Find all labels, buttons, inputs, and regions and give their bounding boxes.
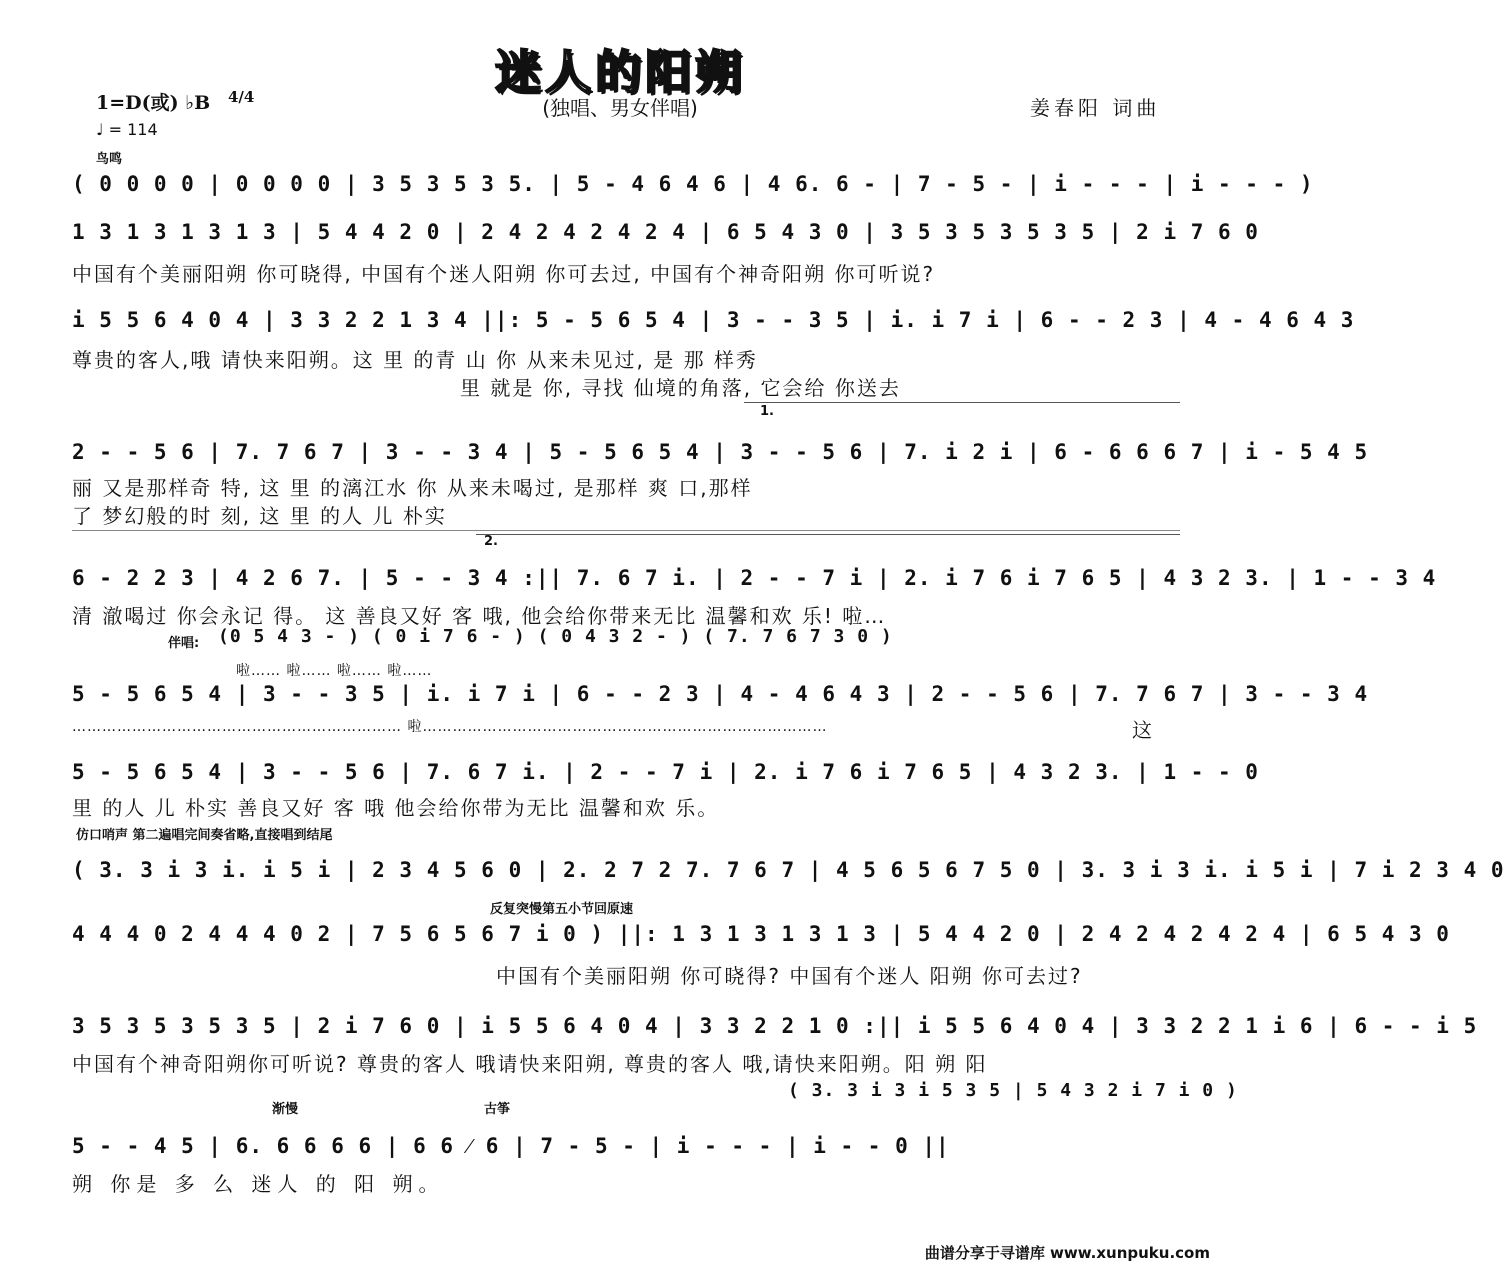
- lyric-line-6-end: 这: [1132, 718, 1154, 742]
- score-line-9: 4 4 4 0 2 4 4 4 0 2 | 7 5 6 5 6 7 i 0 ) ||: 1 3 1 3 1 3 1 3 | 5 4 4 2 0 | 2 4 2 4 2 4 2 4 | 6 5 4 3 0: [72, 922, 1450, 946]
- dots-line-6: ………………………………………………………… 啦………………………………………………………………………: [72, 719, 828, 735]
- time-signature: 4/4: [228, 88, 255, 106]
- volta-2-bracket: [476, 534, 1180, 535]
- lyric-line-2: 中国有个美丽阳朔 你可晓得, 中国有个迷人阳朔 你可去过, 中国有个神奇阳朔 你可听说?: [72, 262, 936, 286]
- duet-mark: 伴唱:: [168, 636, 200, 651]
- volta-1-bracket: [744, 402, 1180, 403]
- la-marks-line-6: 啦…… 啦…… 啦…… 啦……: [236, 663, 433, 679]
- guzheng-mark: 古筝: [484, 1102, 511, 1117]
- score-line-10: 3 5 3 5 3 5 3 5 | 2 i 7 6 0 | i 5 5 6 4 0 4 | 3 3 2 2 1 0 :|| i 5 5 6 4 0 4 | 3 3 2 2 1 i 6 | 6 - - i 5: [72, 1014, 1478, 1038]
- score-line-2: 1 3 1 3 1 3 1 3 | 5 4 4 2 0 | 2 4 2 4 2 4 2 4 | 6 5 4 3 0 | 3 5 3 5 3 5 3 5 | 2 i 7 6 0: [72, 220, 1259, 244]
- source-footer: 曲谱分享于寻谱库 www.xunpuku.com: [924, 1244, 1210, 1262]
- lyric-line-3a: 尊贵的客人,哦 请快来阳朔。这 里 的青 山 你 从来未见过, 是 那 样秀: [72, 348, 758, 372]
- volta-2-mark: 2.: [484, 534, 498, 549]
- bird-call-mark: 鸟鸣: [96, 152, 123, 167]
- score-line-8: ( 3. 3 i 3 i. i 5 i | 2 3 4 5 6 0 | 2. 2 7 2 7. 7 6 7 | 4 5 6 5 6 7 5 0 | 3. 3 i 3 i. i 5 i | 7 i 2 3 4 0: [72, 858, 1505, 882]
- song-subtitle: (独唱、男女伴唱): [542, 96, 698, 120]
- score-line-11: 5 - - 4 5 | 6. 6 6 6 6 | 6 6 ⁄ 6 | 7 - 5 - | i - - - | i - - 0 ||: [72, 1134, 950, 1158]
- ritardando-mark: 渐慢: [272, 1102, 299, 1117]
- score-line-7: 5 - 5 6 5 4 | 3 - - 5 6 | 7. 6 7 i. | 2 - - 7 i | 2. i 7 6 i 7 6 5 | 4 3 2 3. | 1 - - 0: [72, 760, 1259, 784]
- lyric-line-7: 里 的人 儿 朴实 善良又好 客 哦 他会给你带为无比 温馨和欢 乐。: [72, 796, 720, 820]
- lyric-line-3b: 里 就是 你, 寻找 仙境的角落, 它会给 你送去: [460, 376, 901, 400]
- composer: 姜春阳 词曲: [1030, 96, 1161, 120]
- lyric-line-10: 中国有个神奇阳朔你可听说? 尊贵的客人 哦请快来阳朔, 尊贵的客人 哦,请快来阳朔。阳 朔 阳: [72, 1052, 988, 1076]
- section-divider: [72, 530, 1180, 531]
- volta-1-mark: 1.: [760, 404, 774, 419]
- key-signature: 1=D(或) ♭B: [96, 92, 211, 114]
- harmony-line-5: (0 5 4 3 - ) ( 0 i 7 6 - ) ( 0 4 3 2 - ) ( 7. 7 6 7 3 0 ): [218, 626, 893, 647]
- tempo-mark: ♩ = 114: [96, 120, 158, 139]
- lyric-line-5: 清 澈喝过 你会永记 得。 这 善良又好 客 哦, 他会给你带来无比 温馨和欢 乐! 啦…: [72, 604, 887, 628]
- interlude-mark: 仿口哨声 第二遍唱完间奏省略,直接唱到结尾: [76, 828, 333, 843]
- lyric-line-9: 中国有个美丽阳朔 你可晓得? 中国有个迷人 阳朔 你可去过?: [496, 964, 1083, 988]
- score-line-5: 6 - 2 2 3 | 4 2 6 7. | 5 - - 3 4 :|| 7. 6 7 i. | 2 - - 7 i | 2. i 7 6 i 7 6 5 | 4 3 2 3. | 1 - - 3 4: [72, 566, 1437, 590]
- lyric-line-4a: 丽 又是那样奇 特, 这 里 的漓江水 你 从来未喝过, 是那样 爽 口,那样: [72, 476, 753, 500]
- song-title: 迷人的阳朔: [495, 45, 745, 99]
- harmony-line-10: ( 3. 3 i 3 i 5 3 5 | 5 4 3 2 i 7 i 0 ): [788, 1080, 1238, 1101]
- score-line-4: 2 - - 5 6 | 7. 7 6 7 | 3 - - 3 4 | 5 - 5 6 5 4 | 3 - - 5 6 | 7. i 2 i | 6 - 6 6 6 7 | i - 5 4 5: [72, 440, 1369, 464]
- score-line-1: ( 0 0 0 0 | 0 0 0 0 | 3 5 3 5 3 5. | 5 - 4 6 4 6 | 4 6. 6 - | 7 - 5 - | i - - - | i - - - ): [72, 172, 1314, 196]
- repeat-slow-mark: 反复突慢第五小节回原速: [490, 902, 634, 917]
- lyric-line-11: 朔 你是 多 么 迷人 的 阳 朔。: [72, 1172, 445, 1196]
- score-line-3: i 5 5 6 4 0 4 | 3 3 2 2 1 3 4 ||: 5 - 5 6 5 4 | 3 - - 3 5 | i. i 7 i | 6 - - 2 3 | 4 - 4 6 4 3: [72, 308, 1355, 332]
- lyric-line-4b: 了 梦幻般的时 刻, 这 里 的人 儿 朴实: [72, 504, 447, 528]
- score-line-6: 5 - 5 6 5 4 | 3 - - 3 5 | i. i 7 i | 6 - - 2 3 | 4 - 4 6 4 3 | 2 - - 5 6 | 7. 7 6 7 | 3 - - 3 4: [72, 682, 1369, 706]
